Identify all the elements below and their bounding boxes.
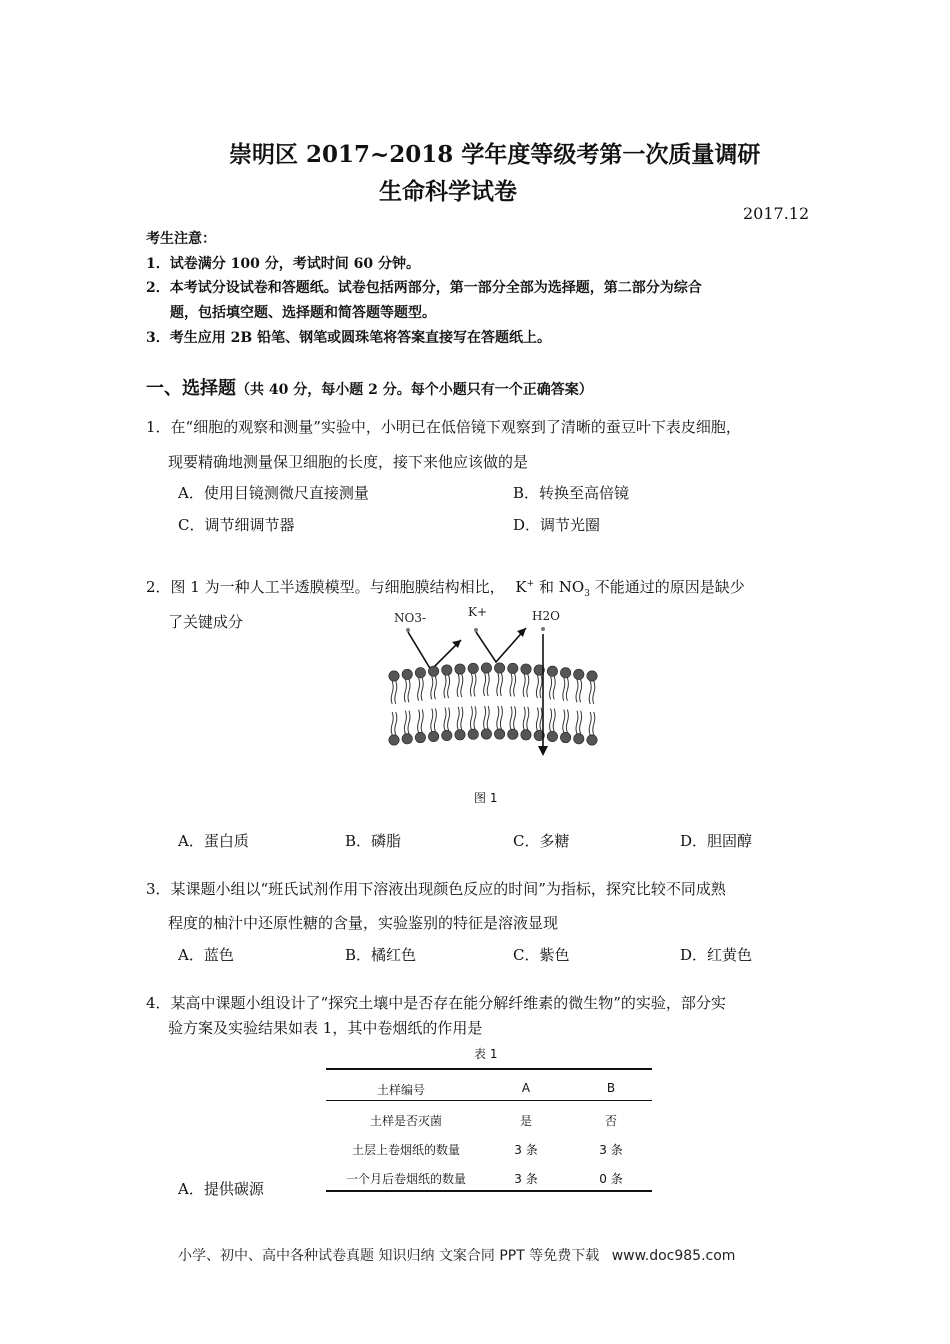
q2-stem-line2: 了关键成分 [168,613,244,631]
phospholipid-tail [470,673,472,696]
phospholipid-tail [404,679,406,702]
phospholipid-tail [566,678,568,701]
phospholipid-tail [514,673,516,696]
phospholipid-tail [474,706,476,729]
notice-item-1: 1．试卷满分 100 分，考试时间 60 分钟。 [146,256,420,272]
phospholipid-head [402,669,412,679]
table-cell: 否 [604,1114,617,1128]
table-bottom-rule [326,1190,652,1192]
phospholipid-tail [487,706,489,729]
phospholipid-tail [589,681,591,704]
phospholipid-tail [536,675,538,698]
notice-item-2-cont: 题，包括填空题、选择题和简答题等题型。 [170,305,436,321]
phospholipid-head [587,735,597,745]
phospholipid-head [442,665,452,675]
q4-stem-line2: 验方案及实验结果如表 1，其中卷烟纸的作用是 [168,1019,483,1037]
phospholipid-tail [514,706,516,729]
phospholipid-tail [484,706,486,729]
phospholipid-head [389,735,399,745]
table-header-cell: 土样编号 [376,1083,425,1097]
results-table [326,1068,652,1194]
figure-caption: 图 1 [474,791,498,805]
phospholipid-tail [510,673,512,696]
no3-symbol: NO [558,578,585,596]
q1-stem-line2: 现要精确地测量保卫细胞的长度，接下来他应该做的是 [168,453,529,471]
table-cell: 3 条 [599,1143,623,1157]
label-no3: NO3- [394,611,427,625]
notice-item-3: 3．考生应用 2B 铅笔、钢笔或圆珠笔将答案直接写在答题纸上。 [146,330,552,346]
q3-option-b: B．橘红色 [345,946,417,964]
phospholipid-tail [566,710,568,733]
phospholipid-head [521,730,531,740]
phospholipid-head [547,666,557,676]
phospholipid-bilayer [389,663,597,745]
phospholipid-head [468,663,478,673]
section-heading [146,374,593,400]
phospholipid-tail [589,712,591,735]
table-cell: 3 条 [514,1143,538,1157]
phospholipid-tail [421,710,423,733]
phospholipid-tail [448,675,450,698]
phospholipid-tail [497,706,499,729]
h2o-particle [541,627,545,631]
table-top-rule [326,1068,652,1070]
phospholipid-tail [408,711,410,734]
phospholipid-head [560,732,570,742]
phospholipid-tail [395,681,397,704]
phospholipid-head [389,671,399,681]
q2-option-a: A．蛋白质 [178,832,249,850]
phospholipid-tail [474,673,476,696]
notice-heading: 考生注意： [146,231,216,247]
q2-stem-post: 不能通过的原因是缺少 [594,578,745,596]
label-h2o: H2O [532,609,560,623]
table-cell: 0 条 [599,1172,623,1186]
phospholipid-head [402,734,412,744]
phospholipid-tail [563,678,565,701]
q3-stem-line1: 3．某课题小组以“班氏试剂作用下溶液出现颜色反应的时间”为指标，探究比较不同成熟 [146,880,726,898]
phospholipid-head [415,668,425,678]
q4-stem-line1: 4．某高中课题小组设计了“探究土壤中是否存在能分解纤维素的微生物”的实验，部分实 [146,994,726,1012]
phospholipid-head [494,729,504,739]
q3-option-a: A．蓝色 [178,946,234,964]
phospholipid-head [428,666,438,676]
phospholipid-tail [418,678,420,701]
q3-option-d: D．红黄色 [680,946,753,964]
k-charge: + [526,579,535,589]
q3-stem-line2: 程度的柚汁中还原性糖的含量，实验鉴别的特征是溶液显现 [168,914,559,932]
phospholipid-tail [431,676,433,699]
phospholipid-tail [536,708,538,731]
phospholipid-head [455,730,465,740]
phospholipid-tail [418,710,420,733]
phospholipid-head [547,731,557,741]
phospholipid-tail [523,674,525,697]
phospholipid-tail [553,676,555,699]
phospholipid-head [468,729,478,739]
phospholipid-tail [550,708,552,731]
phospholipid-tail [553,708,555,731]
phospholipid-tail [500,673,502,696]
phospholipid-tail [540,675,542,698]
q2-option-c: C．多糖 [513,832,570,850]
no3-subscript: 3 [584,589,590,599]
phospholipid-tail [497,673,499,696]
phospholipid-tail [461,674,463,697]
phospholipid-tail [500,706,502,729]
phospholipid-tail [593,681,595,704]
phospholipid-tail [487,673,489,696]
q2-option-b: B．磷脂 [345,832,402,850]
phospholipid-head [428,731,438,741]
phospholipid-head [494,663,504,673]
q1-option-b: B．转换至高倍镜 [513,484,630,502]
phospholipid-tail [431,708,433,731]
q1-stem-line1: 1．在“细胞的观察和测量”实验中，小明已在低倍镜下观察到了清晰的蚕豆叶下表皮细胞， [146,418,741,436]
membrane-figure [386,600,606,760]
label-k: K+ [468,605,488,619]
k-symbol: K [515,578,527,596]
section-note: （共 40 分，每小题 2 分。每个小题只有一个正确答案） [236,382,593,398]
phospholipid-head [415,732,425,742]
phospholipid-tail [580,711,582,734]
phospholipid-tail [404,711,406,734]
phospholipid-tail [593,712,595,735]
k-path-arrow [476,628,526,662]
phospholipid-tail [461,707,463,730]
phospholipid-tail [523,707,525,730]
exam-date: 2017.12 [743,204,810,223]
q1-option-c: C．调节细调节器 [178,516,295,534]
q1-option-a: A．使用目镜测微尺直接测量 [178,484,369,502]
phospholipid-head [560,668,570,678]
q2-stem-line1 [146,576,745,599]
notice-item-2: 2．本考试分设试卷和答题纸。试卷包括两部分，第一部分全部为选择题，第二部分为综合 [146,280,702,296]
phospholipid-tail [484,673,486,696]
phospholipid-head [481,663,491,673]
no3-ion [558,578,590,599]
table-cell: 是 [519,1114,532,1128]
membrane-diagram [386,600,606,760]
phospholipid-tail [444,675,446,698]
phospholipid-head [587,671,597,681]
q4-option-a: A．提供碳源 [178,1180,264,1198]
table-cell: 一个月后卷烟纸的数量 [345,1172,466,1186]
phospholipid-tail [434,676,436,699]
footer-text: 小学、初中、高中各种试卷真题 知识归纳 文案合同 PPT 等免费下载 [178,1248,600,1264]
section-title: 一、选择题 [146,378,236,399]
table-header-rule [326,1100,652,1101]
phospholipid-head [481,729,491,739]
footer-url[interactable]: www.doc985.com [611,1248,736,1264]
phospholipid-tail [444,708,446,731]
phospholipid-tail [576,679,578,702]
no3-particle [406,628,410,632]
phospholipid-head [574,669,584,679]
k-ion [515,578,534,596]
phospholipid-tail [395,712,397,735]
phospholipid-tail [563,710,565,733]
phospholipid-head [455,664,465,674]
and-word: 和 [538,578,554,596]
no3-path-arrow [408,632,461,670]
phospholipid-tail [457,674,459,697]
q2-stem-pre: 2．图 1 为一种人工半透膜模型。与细胞膜结构相比， [146,578,505,596]
page-subtitle: 生命科学试卷 [379,178,517,205]
phospholipid-tail [434,708,436,731]
table-title: 表 1 [474,1047,498,1061]
phospholipid-tail [457,707,459,730]
table-header-cell: A [521,1081,531,1095]
phospholipid-head [442,730,452,740]
phospholipid-tail [421,678,423,701]
table-cell: 土层上卷烟纸的数量 [351,1143,460,1157]
table-cell: 3 条 [514,1172,538,1186]
phospholipid-head [574,734,584,744]
footer [178,1245,735,1265]
phospholipid-tail [470,706,472,729]
q1-option-d: D．调节光圈 [513,516,601,534]
phospholipid-tail [527,707,529,730]
table-cell: 土样是否灭菌 [369,1114,442,1128]
phospholipid-tail [576,711,578,734]
phospholipid-head [508,729,518,739]
phospholipid-head [521,664,531,674]
phospholipid-tail [540,708,542,731]
h2o-arrowhead [538,746,548,756]
phospholipid-tail [510,706,512,729]
page-title: 崇明区 2017~2018 学年度等级考第一次质量调研 [229,141,761,168]
phospholipid-tail [448,708,450,731]
phospholipid-tail [580,679,582,702]
k-particle [474,628,478,632]
phospholipid-tail [391,681,393,704]
q2-option-d: D．胆固醇 [680,832,753,850]
phospholipid-tail [408,679,410,702]
phospholipid-tail [391,712,393,735]
phospholipid-tail [527,674,529,697]
table-header-cell: B [606,1081,616,1095]
q3-option-c: C．紫色 [513,946,570,964]
phospholipid-tail [550,676,552,699]
phospholipid-head [508,663,518,673]
